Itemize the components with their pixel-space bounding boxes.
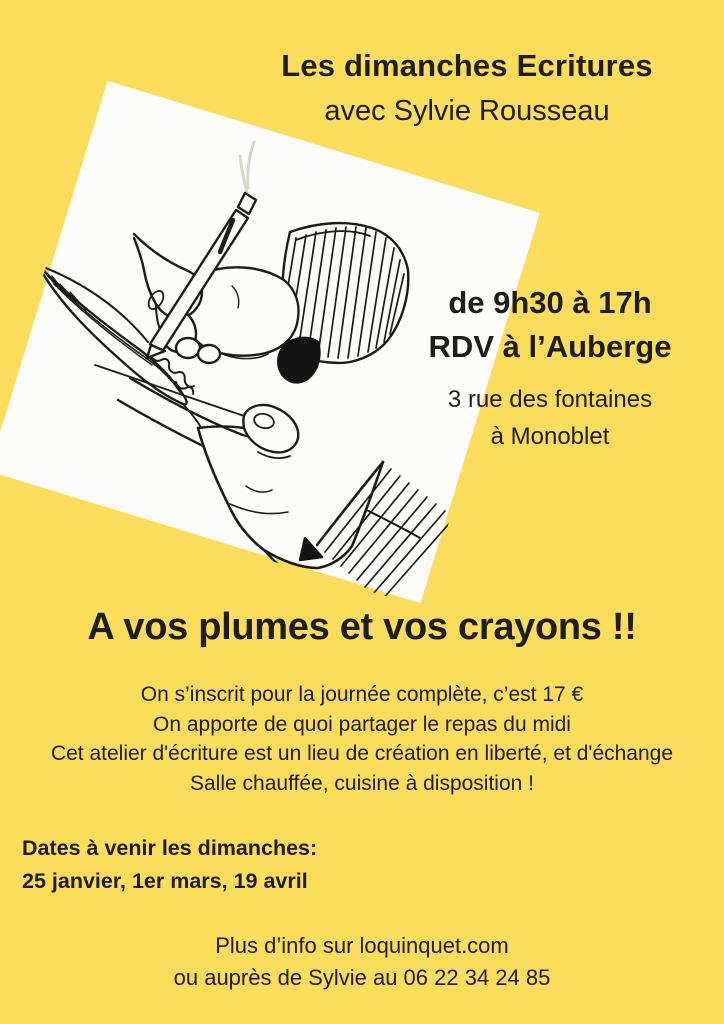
dates-block <box>22 832 317 898</box>
address-block <box>400 381 700 455</box>
poster-headline: A vos plumes et vos crayons !! <box>87 606 637 648</box>
dates-list: 25 janvier, 1er mars, 19 avril <box>22 869 308 893</box>
detail-line-price: On s’inscrit pour la journée complète, c’est 17 € <box>140 683 584 706</box>
address-line-1: 3 rue des fontaines <box>447 386 653 413</box>
schedule-block <box>400 281 700 455</box>
detail-line-room: Salle chauffée, cuisine à disposition ! <box>190 771 534 795</box>
detail-line-description: Cet atelier d'écriture est un lieu de création en liberté, et d'échange <box>50 742 674 765</box>
schedule-time: de 9h30 à 17h <box>448 285 652 320</box>
details-block <box>0 680 724 798</box>
footer-phone-line: ou auprès de Sylvie au 06 22 34 24 85 <box>173 965 551 990</box>
detail-line-meal: On apporte de quoi partager le repas du midi <box>153 712 571 736</box>
schedule-place: RDV à l’Auberge <box>428 329 672 364</box>
footer-block <box>0 930 724 994</box>
dates-label: Dates à venir les dimanches: <box>22 836 318 860</box>
title-block <box>190 44 724 134</box>
poster-subtitle: avec Sylvie Rousseau <box>324 95 610 127</box>
footer-website-line: Plus d’info sur loquinquet.com <box>215 933 509 958</box>
poster-title: Les dimanches Ecritures <box>281 48 653 83</box>
address-line-2: à Monoblet <box>490 423 610 450</box>
